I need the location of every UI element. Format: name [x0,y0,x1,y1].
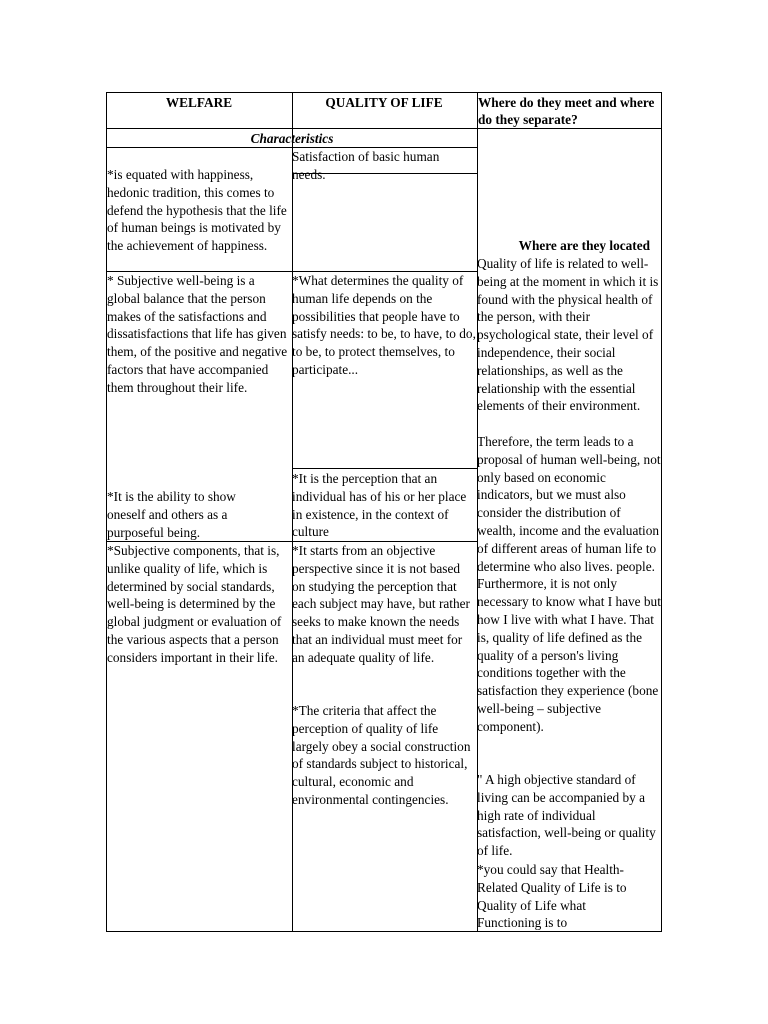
location-paragraph-4: *you could say that Health-Related Quality of Life is to Quality of Life what Functioning is to [477,862,627,931]
header-meet-separate: Where do they meet and where do they separate? [478,95,655,127]
location-paragraph-1: Quality of life is related to well-being at the moment in which it is found with the physical health of the person, with their psychological state, their level of independence, their social relationships, as well as the relationship with the essential elements of their environment. [477,256,659,414]
welfare-cell-3: *It is the ability to show oneself and others as a purposeful being. [107,489,236,540]
qol-cell-3: *It is the perception that an individual has of his or her place in existence, in the context of culture [292,471,467,540]
location-paragraph-3: " A high objective standard of living can be accompanied by a high rate of individual satisfaction, well-being or quality of life. [477,772,656,859]
location-title: Where are they located [518,238,650,253]
qol-cell-5: *The criteria that affect the perception of quality of life largely obey a social construction of standards subject to historical, cultural, economic and environmental contingencies. [292,703,471,807]
header-quality-of-life: QUALITY OF LIFE [325,95,443,110]
qol-cell-4: *It starts from an objective perspective since it is not based on studying the perception that each subject may have, but rather seeks to make known the needs that an individual must meet for an adequate quality of life. [292,543,470,665]
location-paragraph-2: Therefore, the term leads to a proposal of human well-being, not only based on economic indicators, but we must also consider the distribution of wealth, income and the evaluation of different areas of human life to determine who also lives. people. Furthermore, it is not only necessary to know what I have but how I live with what I have. That is, quality of life defined as the quality of a person's living conditions together with the satisfaction they experience (bone well-being – subjective component). [477,434,661,734]
qol-cell-1: Satisfaction of basic human needs. [292,149,440,182]
welfare-cell-2: * Subjective well-being is a global balance that the person makes of the satisfactions and dissatisfactions that life has given them, of the positive and negative factors that have accompanied them throughout their life. [107,273,288,395]
welfare-cell-4: *Subjective components, that is, unlike quality of life, which is determined by social standards, well-being is determined by the global judgment or evaluation of the various aspects that a person considers important in their life. [107,543,282,665]
qol-cell-2: *What determines the quality of human life depends on the possibilities that people have to satisfy needs: to be, to have, to do, to be, to protect themselves, to participate... [292,273,476,377]
header-divider [107,128,661,129]
header-welfare: WELFARE [165,95,233,110]
welfare-cell-1: *is equated with happiness, hedonic tradition, this comes to defend the hypothesis that the life of human beings is motivated by the achievement of happiness. [107,167,287,254]
qol-row3-top-divider [292,468,477,469]
subheader-characteristics: Characteristics [250,131,334,146]
